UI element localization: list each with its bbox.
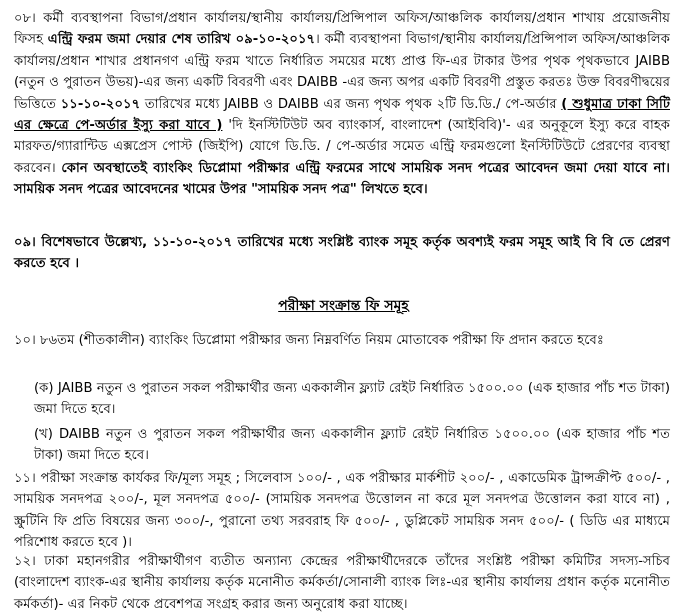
paragraph-number: ০৯। — [14, 235, 36, 250]
paragraph-11 — [14, 468, 670, 554]
pay-order-note: ( শুধুমাত্র ঢাকা সিটি এর ক্ষেত্রে পে-অর্ডার ইস্যু করা যাবে ) — [14, 96, 670, 134]
submission-deadline: এন্ট্রি ফরম জমা দেয়ার শেষ তারিখ ০৯-১০-২০১৭ — [47, 32, 316, 48]
fee-item-daibb: (খ) DAIBB নতুন ও পুরাতন সকল পরীক্ষার্থীর জন্য এককালীন ফ্ল্যাট রেইট নির্ধারিত ১৫০০.০০ (এক হাজার পাঁচ শত টাকা) জমা দিতে হবে। — [34, 427, 670, 464]
dispatch-deadline: ১১-১০-২০১৭ — [60, 96, 141, 112]
certificate-warning: কোন অবস্থাতেই ব্যাংকিং ডিপ্লোমা পরীক্ষার এন্ট্রি ফরমের সাথে সাময়িক সনদ পত্রের আবেদন জমা দেয়া যাবে না। সাময়িক সনদ পত্রের আবেদনের খামের উপর "সাময়িক সনদ পত্র" লিখতে হবে। — [14, 160, 670, 198]
paragraph-09 — [14, 232, 670, 275]
text-segment: তারিখের মধ্যে JAIBB ও DAIBB এর জন্য পৃথক পৃথক ২টি ডি.ডি./ পে-অর্ডার — [140, 96, 562, 112]
paragraph-text: পরীক্ষা সংক্রান্ত কার্যকর ফি/মূল্য সমূহ ; সিলেবাস ১০০/- , এক পরীক্ষার মার্কশীট ২০০/- , একাডেমিক ট্রান্সক্রীপ্ট ৫০০/- , সাময়িক সনদপত্র ২০০/-, মূল সনদপত্র ৫০০/- (সাময়িক সনদপত্র উত্তোলন না করে মূল সনদপত্র উত্তোলন করা যাবে না) , স্ক্রুটিনি ফি প্রতি বিষয়ের জন্য ৩০০/-, পুরানো তথ্য সরবরাহ ফি ৫০০/- , ডুপ্লিকেট সাময়িক সনদ ৫০০/- ( ডিডি এর মাধ্যমে পরিশোধ করতে হবে )। — [14, 471, 670, 551]
text-segment: । কর্মী ব্যবস্থাপনা বিভাগ/স্থানীয় কার্যালয়/প্রিন্সিপাল অফিস/আঞ্চলিক কার্যালয়/প্রধান শাখার প্রধানগণ এন্ট্রি ফরম খাতে নির্ধারিত সময়ের মধ্যে প্রাপ্ত ফি-এর টাকার উপর পৃথক পৃথকভাবে JAIBB (নতুন ও পুরাতন উভয়)-এর জন্য একটি বিবরণী এবং DAIBB -এর জন্য অপর একটি বিবরণী প্রস্তুত করতঃ উক্ত বিবরণীদ্বয়ের ভিত্তিতে — [14, 32, 670, 112]
paragraph-12 — [14, 551, 670, 615]
paragraph-number: ০৮। — [14, 11, 36, 26]
paragraph-number: ১২। — [14, 554, 36, 569]
paragraph-number: ১১। — [14, 471, 36, 486]
paragraph-08 — [14, 8, 670, 201]
section-heading: পরীক্ষা সংক্রান্ত ফি সমূহ — [278, 298, 409, 314]
text-segment: কর্মী ব্যবস্থাপনা বিভাগ/প্রধান কার্যালয়/স্থানীয় কার্যালয়/প্রিন্সিপাল অফিস/আঞ্চলিক কার্যালয়/প্রধান শাখায় প্রয়োজনীয় ফিসহ — [14, 11, 670, 48]
paragraph-10 — [14, 330, 670, 351]
paragraph-text: ৮৬তম (শীতকালীন) ব্যাংকিং ডিপ্লোমা পরীক্ষার জন্য নিম্নবর্ণিত নিয়ম মোতাবেক পরীক্ষা ফি প্রদান করতে হবেঃ — [35, 333, 604, 348]
paragraph-number: ১০। — [14, 333, 36, 348]
paragraph-text: ঢাকা মহানগরীর পরীক্ষার্থীগণ ব্যতীত অন্যান্য কেন্দ্রের পরীক্ষার্থীদেরকে তাঁদের সংশ্লিষ্ট পরীক্ষা কমিটির সদস্য-সচিব (বাংলাদেশ ব্যাংক-এর স্থানীয় কার্যালয় কর্তৃক মনোনীত কর্মকর্তা/সোনালী ব্যাংক লিঃ-এর স্থানীয় কার্যালয় প্রধান কর্তৃক মনোনীত কর্মকর্তা)- এর নিকট থেকে প্রবেশপত্র সংগ্রহ করার জন্য অনুরোধ করা যাচ্ছে। — [14, 554, 670, 612]
text-segment: 'দি ইনস্টিটিউট অব ব্যাংকার্স, বাংলাদেশ (আইবিবি)'- এর অনুকূলে ইস্যু করে বাহক মারফত/গ্যারান্টিড এক্সপ্রেস পোস্ট (জিইপি) যোগে ডি.ডি. / পে-অর্ডার সমেত এন্ট্রি ফরমগুলো ইনস্টিটিউটে প্রেরণের ব্যবস্থা করবেন। — [14, 118, 670, 176]
paragraph-text: বিশেষভাবে উল্লেখ্য, ১১-১০-২০১৭ তারিখের মধ্যে সংশ্লিষ্ট ব্যাংক সমূহ কর্তৃক অবশ্যই ফরম সমূহ আই বি বি তে প্রেরণ করতে হবে । — [14, 235, 670, 272]
fee-item-jaibb: (ক) JAIBB নতুন ও পুরাতন সকল পরীক্ষার্থীর জন্য এককালীন ফ্ল্যাট রেইট নির্ধারিত ১৫০০.০০ (এক হাজার পাঁচ শত টাকা) জমা দিতে হবে। — [34, 381, 670, 418]
